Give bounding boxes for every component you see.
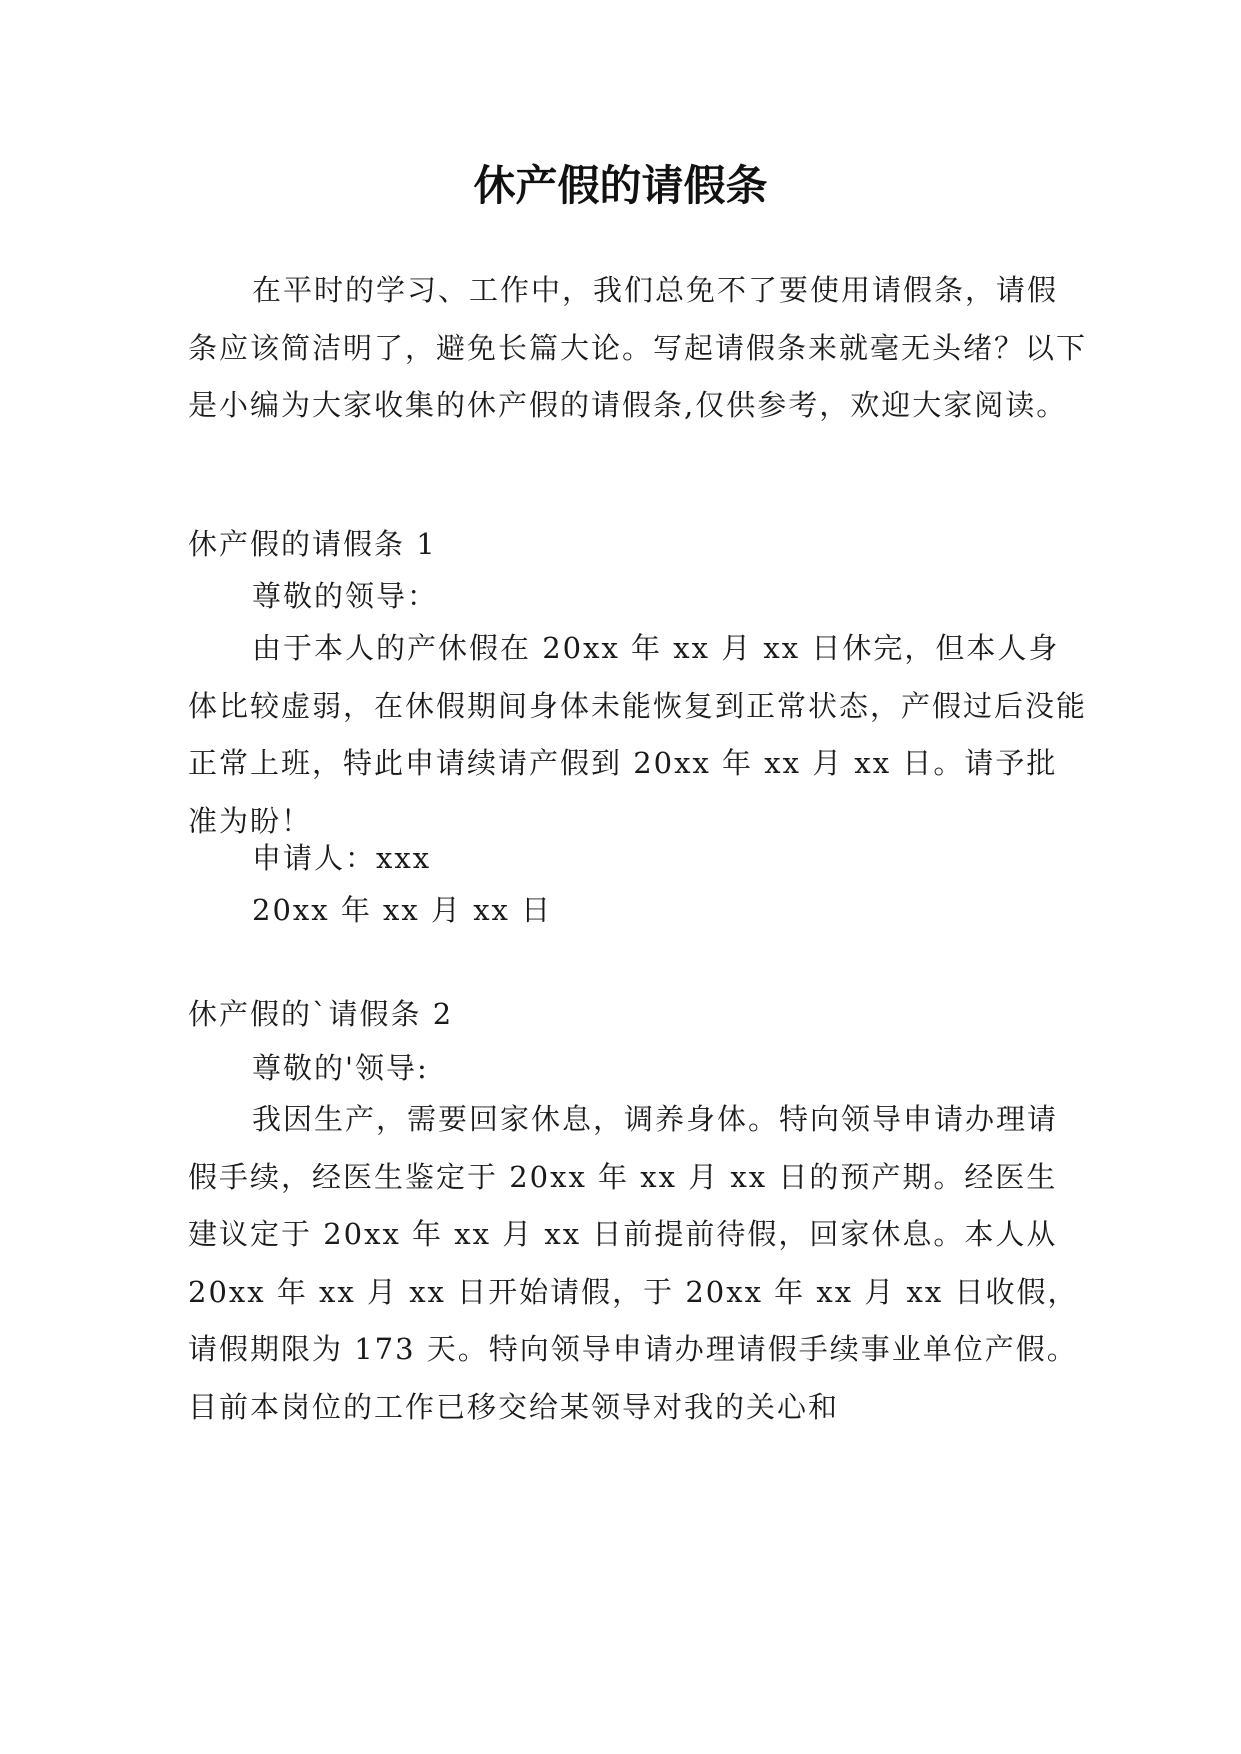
section-1-heading: 休产假的请假条 1 (188, 527, 437, 561)
section-1-body: 由于本人的产休假在 20xx 年 xx 月 xx 日休完，但本人身体比较虚弱，在休假期间身体未能恢复到正常状态，产假过后没能正常上班，特此申请续请产假到 20xx 年 xx 月 xx 日。请予批准为盼！ (188, 631, 1088, 838)
section-1-applicant: 申请人：xxx (252, 841, 432, 875)
section-2-heading: 休产假的`请假条 2 (188, 997, 454, 1031)
section-1-salutation: 尊敬的领导： (252, 579, 439, 613)
section-1-date: 20xx 年 xx 月 xx 日 (252, 893, 553, 927)
document-title: 休产假的请假条 (473, 161, 768, 210)
section-2-salutation: 尊敬的'领导: (252, 1051, 429, 1085)
section-2-body: 我因生产，需要回家休息，调养身体。特向领导申请办理请假手续，经医生鉴定于 20xx 年 xx 月 xx 日的预产期。经医生建议定于 20xx 年 xx 月 xx 日前提前待假，回家休息。本人从 20xx 年 xx 月 xx 日开始请假，于 20xx 年 xx 月 xx 日收假，请假期限为 173 天。特向领导申请办理请假手续事业单位产假。目前本岗位的工作已移交给某领导对我的关心和 (188, 1102, 1079, 1424)
intro-paragraph: 在平时的学习、工作中，我们总免不了要使用请假条，请假条应该简洁明了，避免长篇大论。写起请假条来就毫无头绪？以下是小编为大家收集的休产假的请假条,仅供参考，欢迎大家阅读。 (188, 273, 1088, 422)
